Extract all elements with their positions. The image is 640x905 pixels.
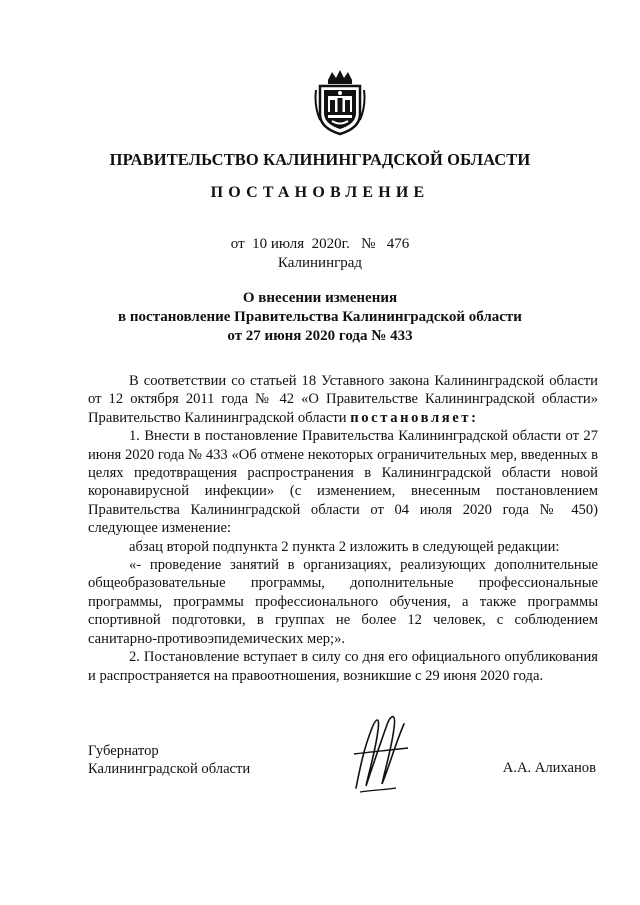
paragraph-text: В соответствии со статьей 18 Уставного закона Калининградской области от 12 октября 2011 года № 42 «О Правительстве Калининградской области» Правительство Калининградской области (88, 373, 598, 426)
subject-line: в постановление Правительства Калининградской области (118, 309, 522, 325)
document-body (88, 372, 598, 685)
date-line (0, 236, 640, 253)
handwritten-signature (350, 708, 412, 796)
signer-name: А.А. Алиханов (502, 760, 596, 776)
number-sign: № (361, 236, 376, 252)
signer-position-line: Губернатор (88, 743, 159, 759)
signer-position (88, 742, 250, 779)
subject-line: от 27 июня 2020 года № 433 (227, 328, 413, 344)
document-number: 476 (386, 236, 410, 252)
resolution-keyword: постановляет: (350, 409, 479, 426)
city: Калининград (277, 255, 363, 271)
document-type: ПОСТАНОВЛЕНИЕ (210, 184, 430, 201)
date-year: 2020 (311, 236, 342, 252)
date-year-suffix: г. (341, 236, 350, 252)
paragraph: 1. Внести в постановление Правительства Калининградской области от 27 июня 2020 года № 433 «Об отмене некоторых ограничительных мер, введенных в целях предотвращения распространения в Калининградской области новой коронавирусной инфекции» (с изменением, внесенным постановлением Правительства Калининградской области от 04 июля 2020 года № 450) следующее изменение: (88, 428, 598, 537)
signer-position-line: Калининградской области (88, 761, 251, 778)
kaliningrad-coat-of-arms-icon (314, 66, 366, 136)
paragraph: «- проведение занятий в организациях, реализующих дополнительные общеобразовательные программы, дополнительные профессиональные программы, программы профессионального обучения, а также программы спортивной подготовки, в группах не более 12 человек, с соблюдением санитарно-противоэпидемических мер;». (88, 557, 598, 647)
paragraph: 2. Постановление вступает в силу со дня его официального опубликования и распространяется на правоотношения, возникшие с 29 июня 2020 года. (88, 649, 598, 684)
subject-line: О внесении изменения (242, 290, 398, 306)
paragraph (88, 372, 598, 427)
date-day-month: 10 июля (252, 236, 305, 252)
paragraph: абзац второй подпункта 2 пункта 2 изложить в следующей редакции: (129, 538, 560, 555)
document-subject (0, 289, 640, 346)
date-prefix: от (230, 236, 245, 252)
government-title: ПРАВИТЕЛЬСТВО КАЛИНИНГРАДСКОЙ ОБЛАСТИ (109, 150, 531, 169)
